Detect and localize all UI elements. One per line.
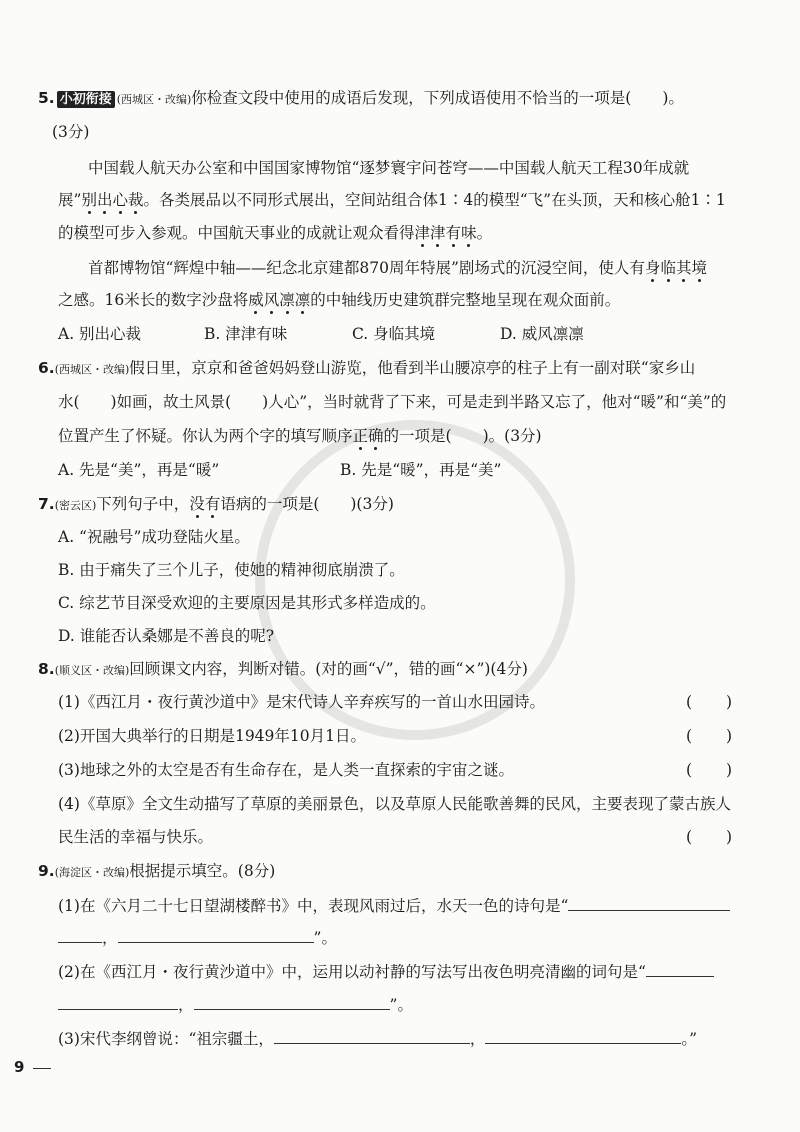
q9-blank-3a[interactable] [274, 1028, 470, 1044]
q9-blank-2a[interactable] [646, 961, 714, 977]
q6-line2: 水( )如画，故土风景( )人心”，当时就背了下来，可是走到半路又忘了，他对“暖”和“美”的 [58, 393, 727, 411]
q8-item-4-line2: 民生活的幸福与快乐。 [58, 828, 214, 846]
page-number: 9 [14, 1058, 25, 1076]
q5-idiom-b: 津津有味 [414, 224, 477, 242]
q7-stem: 7.(密云区)下列句子中，没有语病的一项是( )(3分) [38, 495, 394, 513]
q6-option-b: B. 先是“暖”，再是“美” [340, 461, 502, 479]
q7-number: 7. [38, 495, 55, 513]
q8-stem: 8.(顺义区・改编)回顾课文内容，判断对错。(对的画“√”，错的画“×”)(4分) [38, 660, 528, 678]
q5-source: (西城区・改编) [116, 93, 192, 106]
q9-source: (海淀区・改编) [54, 866, 130, 879]
q5-option-d: D. 威风凛凛 [500, 325, 584, 343]
q9-blank-1a[interactable] [568, 895, 730, 911]
q8-source: (顺义区・改编) [54, 664, 130, 677]
q5-option-a: A. 别出心裁 [58, 325, 142, 343]
page-number-rule [33, 1068, 51, 1069]
q5-number: 5. [38, 89, 55, 107]
q6-line1: 6.(西城区・改编)假日里，京京和爸爸妈妈登山游览，他看到半山腰凉亭的柱子上有一副对联“家乡山 [38, 359, 696, 377]
q9-item-3: (3)宋代李纲曾说：“祖宗疆土， ， 。” [58, 1030, 698, 1048]
q7-emphasis: 没有 [189, 495, 221, 513]
q9-item-2-line2: ， ”。 [58, 994, 413, 1015]
q9-item-1: (1)在《六月二十七日望湖楼醉书》中，表现风雨过后，水天一色的诗句是“ [58, 895, 730, 916]
q8-item-3: (3)地球之外的太空是否有生命存在，是人类一直探索的宇宙之谜。 [58, 761, 514, 779]
q8-answer-2[interactable]: ( ) [686, 727, 732, 745]
q8-answer-4[interactable]: ( ) [686, 828, 732, 846]
q5-idiom-d: 威风凛凛 [248, 291, 311, 309]
q5-passage1-line2: 展”别出心裁。各类展品以不同形式展出，空间站组合体1∶4的模型“飞”在头顶，天和核心舱1∶1 [58, 191, 726, 209]
q8-answer-3[interactable]: ( ) [686, 761, 732, 779]
q5-option-c: C. 身临其境 [352, 325, 436, 343]
q5-passage2-line2: 之感。16米长的数字沙盘将威风凛凛的中轴线历史建筑群完整地呈现在观众面前。 [58, 291, 621, 309]
q7-option-a: A. “祝融号”成功登陆火星。 [58, 528, 250, 546]
q9-blank-2c[interactable] [194, 994, 390, 1010]
q5-passage2-line1: 首都博物馆“辉煌中轴——纪念北京建都870周年特展”剧场式的沉浸空间，使人有身临其境 [88, 259, 707, 277]
q6-emphasis: 正确 [352, 427, 384, 445]
q5-passage1-line3: 的模型可步入参观。中国航天事业的成就让观众看得津津有味。 [58, 224, 493, 242]
q5-passage1-line1: 中国载人航天办公室和中国国家博物馆“逐梦寰宇问苍穹——中国载人航天工程30年成就 [88, 159, 690, 177]
q6-option-a: A. 先是“美”，再是“暖” [58, 461, 220, 479]
q5-option-b: B. 津津有味 [204, 325, 288, 343]
q5-stem-text: 你检查文段中使用的成语后发现，下列成语使用不恰当的一项是( )。 [191, 89, 684, 107]
q8-item-4: (4)《草原》全文生动描写了草原的美丽景色，以及草原人民能歌善舞的民风，主要表现了蒙古族人 [58, 795, 731, 813]
q7-source: (密云区) [54, 499, 97, 512]
q9-stem: 9.(海淀区・改编)根据提示填空。(8分) [38, 862, 276, 880]
q8-item-1: (1)《西江月・夜行黄沙道中》是宋代诗人辛弃疾写的一首山水田园诗。 [58, 693, 545, 711]
q6-line3: 位置产生了怀疑。你认为两个字的填写顺序正确的一项是( )。(3分) [58, 427, 542, 445]
q8-item-2: (2)开国大典举行的日期是1949年10月1日。 [58, 727, 366, 745]
q8-number: 8. [38, 660, 55, 678]
q7-option-c: C. 综艺节目深受欢迎的主要原因是其形式多样造成的。 [58, 594, 436, 612]
q6-number: 6. [38, 359, 55, 377]
q5-score: (3分) [52, 123, 90, 141]
q5-idiom-c: 身临其境 [644, 259, 707, 277]
q7-option-d: D. 谁能否认桑娜是不善良的呢? [58, 627, 275, 645]
q9-item-2: (2)在《西江月・夜行黄沙道中》中，运用以动衬静的写法写出夜色明亮清幽的词句是“ [58, 961, 714, 982]
q5-tag-badge: 小初衔接 [57, 91, 115, 108]
q9-blank-1b[interactable] [58, 927, 102, 943]
q9-blank-1c[interactable] [118, 927, 314, 943]
q9-item-1-line2: ， ”。 [58, 927, 337, 948]
q5-stem [38, 88, 684, 110]
q9-number: 9. [38, 862, 55, 880]
q7-option-b: B. 由于痛失了三个儿子，使她的精神彻底崩溃了。 [58, 561, 405, 579]
q8-answer-1[interactable]: ( ) [686, 693, 732, 711]
q6-source: (西城区・改编) [54, 363, 130, 376]
q9-blank-2b[interactable] [58, 994, 178, 1010]
q5-idiom-a: 别出心裁 [81, 191, 144, 209]
q9-blank-3b[interactable] [485, 1028, 681, 1044]
